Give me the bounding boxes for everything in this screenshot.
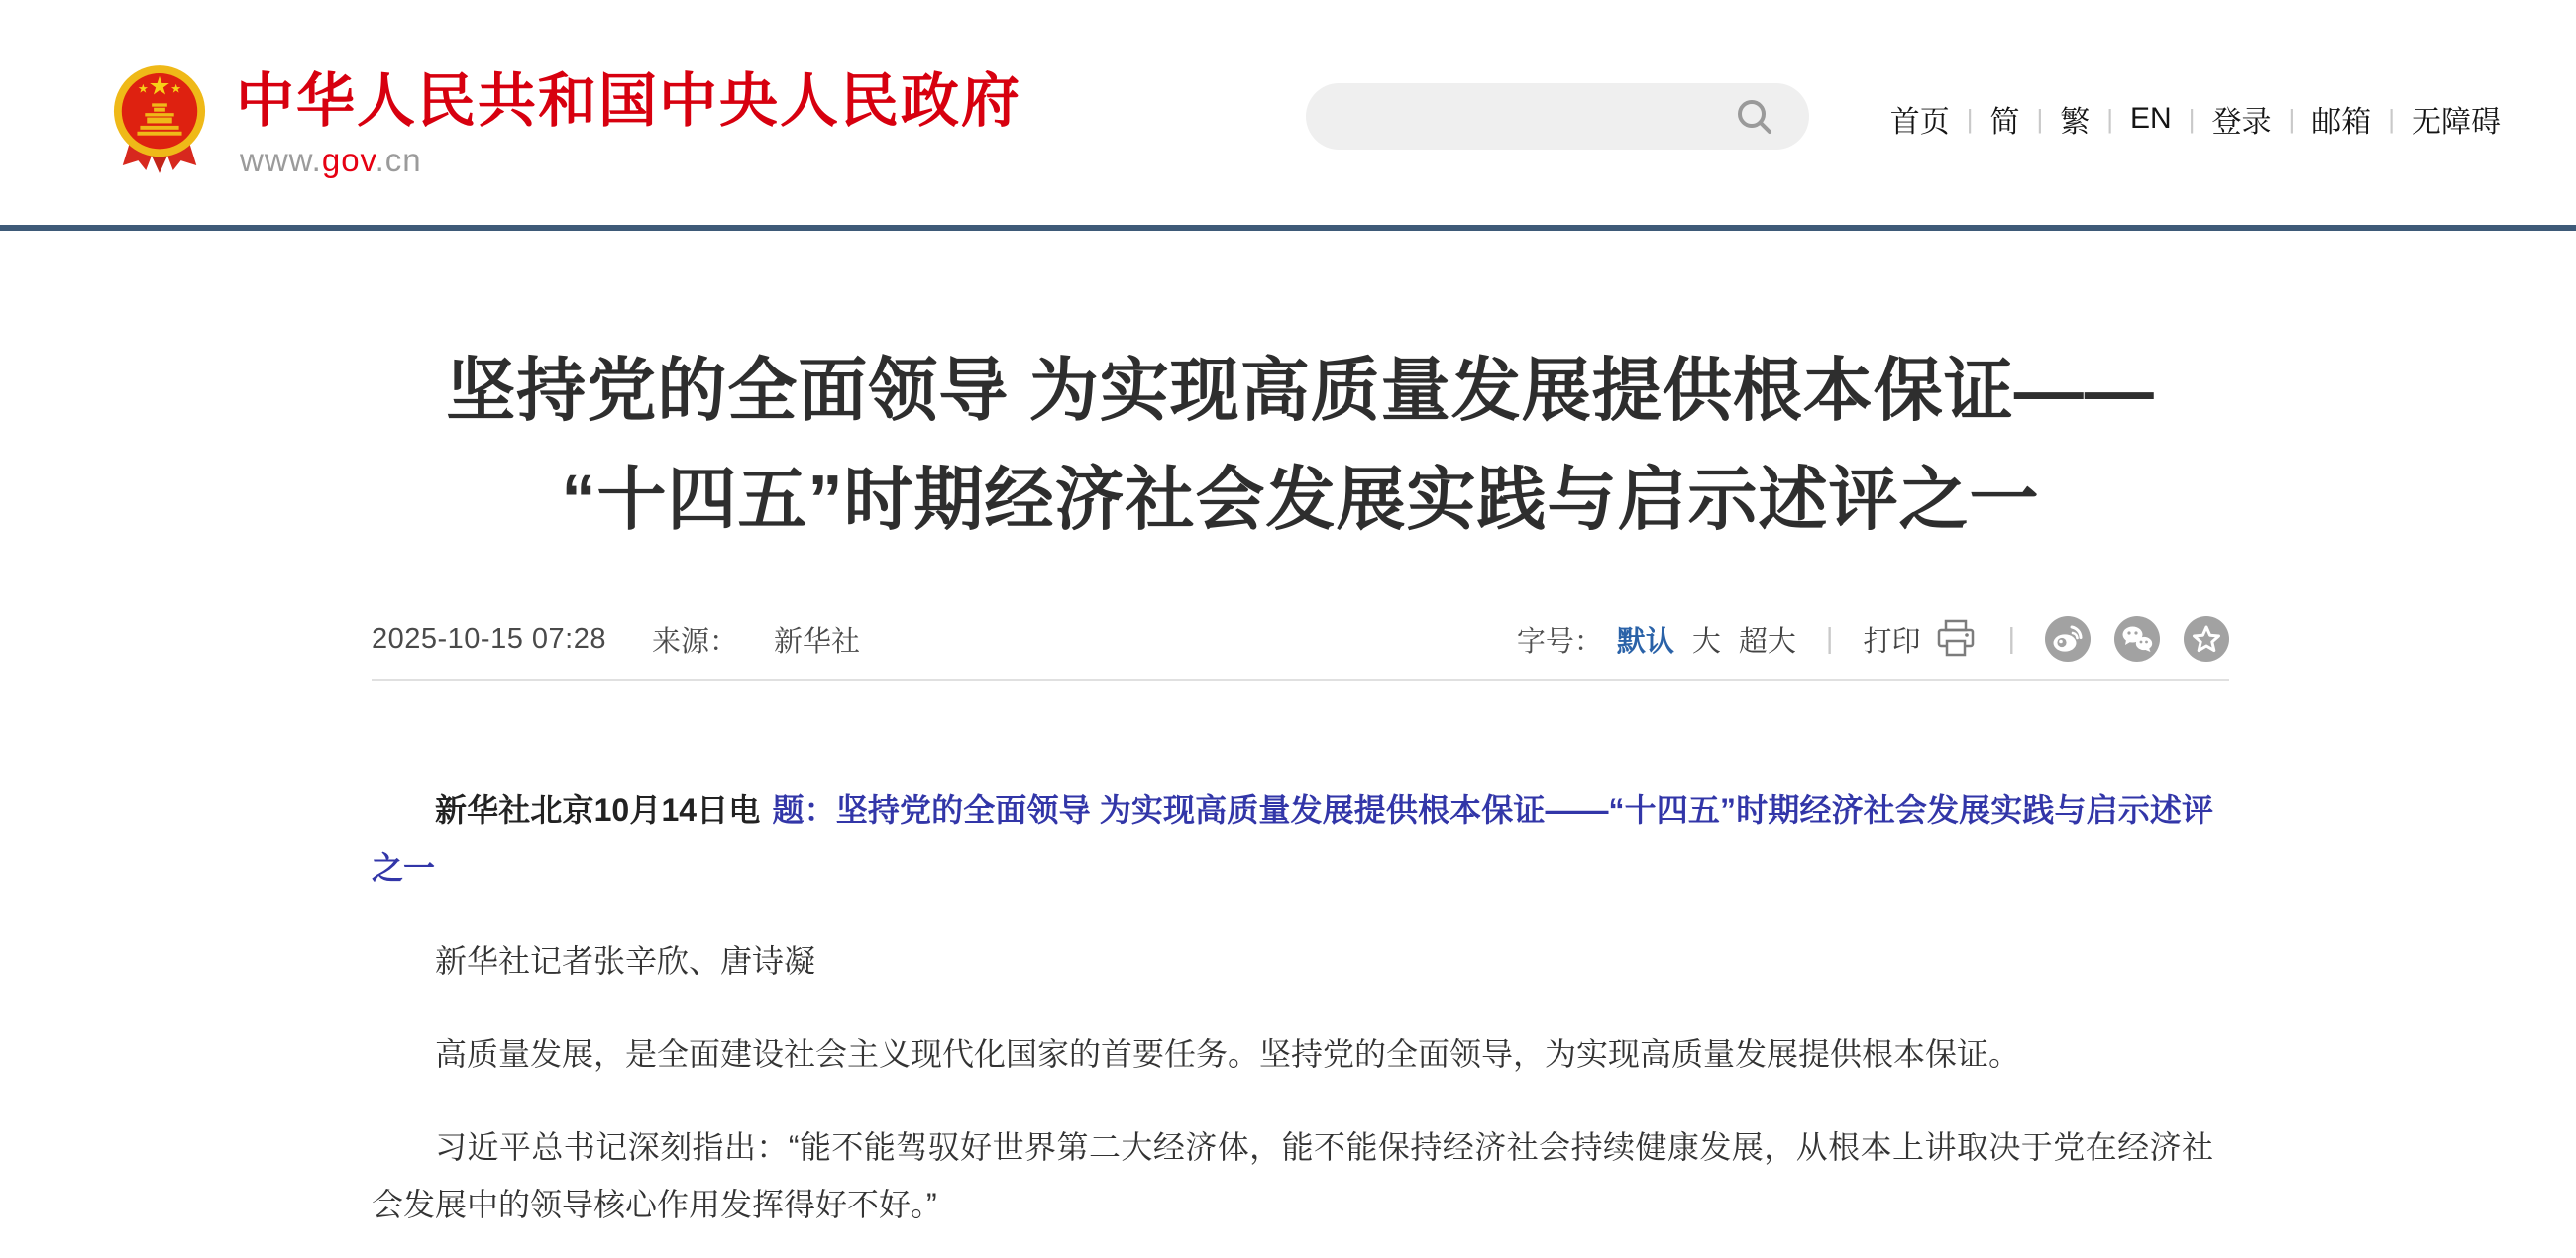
article-meta-row — [372, 609, 2229, 669]
fontsize-option-default[interactable]: 默认 — [1616, 625, 1674, 658]
article-title-line2: “十四五”时期经济社会发展实践与启示述评之一 — [561, 461, 2040, 538]
site-url-gov: gov — [321, 142, 376, 178]
dateline-text: 新华社北京10月14日电 — [435, 792, 761, 828]
print-button[interactable] — [1863, 617, 1978, 661]
nav-link-mail[interactable]: 邮箱 — [2311, 106, 2372, 139]
search-icon[interactable] — [1732, 94, 1777, 140]
share-group — [2045, 616, 2229, 662]
nav-link-simplified[interactable]: 简 — [1989, 106, 2020, 139]
top-nav — [1890, 87, 2501, 151]
source-name[interactable]: 新华社 — [774, 625, 861, 658]
printer-icon — [1934, 617, 1978, 661]
article-title — [372, 231, 2229, 554]
fontsize-label: 字号： — [1516, 625, 1603, 658]
nav-link-english[interactable]: EN — [2130, 102, 2172, 135]
weibo-share-icon[interactable] — [2045, 616, 2091, 662]
nav-separator: | — [2106, 103, 2114, 134]
nav-separator: | — [2188, 103, 2196, 134]
nav-link-login[interactable]: 登录 — [2211, 106, 2272, 139]
article-container — [372, 231, 2229, 1258]
toolbar-separator: | — [1825, 622, 1834, 655]
lead-title-link[interactable]: 题：坚持党的全面领导 为实现高质量发展提供根本保证——“十四五”时期经济社会发展实践与启示述评之一 — [372, 792, 2213, 886]
nav-separator: | — [2036, 103, 2044, 134]
nav-link-accessibility[interactable]: 无障碍 — [2412, 106, 2501, 139]
article-toolbar — [1517, 616, 2229, 662]
search-input[interactable] — [1306, 83, 1732, 150]
nav-link-home[interactable]: 首页 — [1889, 106, 1950, 139]
fontsize-option-xlarge[interactable]: 超大 — [1738, 625, 1796, 658]
article-meta-left — [372, 619, 860, 660]
nav-separator: | — [2288, 103, 2296, 134]
wechat-share-icon[interactable] — [2114, 616, 2160, 662]
article-paragraph-reporters: 新华社记者张辛欣、唐诗凝 — [435, 943, 816, 979]
site-url — [240, 141, 422, 180]
nav-link-traditional[interactable]: 繁 — [2060, 106, 2091, 139]
article-paragraph-lead — [372, 782, 2229, 896]
search-box[interactable] — [1306, 83, 1809, 150]
nav-separator: | — [1966, 103, 1974, 134]
toolbar-separator: | — [2007, 622, 2015, 655]
site-header — [0, 0, 2576, 225]
nav-separator: | — [2388, 103, 2395, 134]
source-label: 来源： — [651, 625, 738, 658]
article-body — [372, 681, 2229, 1233]
favorite-star-icon[interactable] — [2184, 616, 2229, 662]
national-emblem-icon — [111, 61, 208, 178]
publish-date: 2025-10-15 07:28 — [372, 622, 606, 655]
site-url-cn: .cn — [375, 142, 422, 178]
article-title-line1: 坚持党的全面领导 为实现高质量发展提供根本保证—— — [446, 352, 2155, 429]
article-paragraph: 习近平总书记深刻指出：“能不能驾驭好世界第二大经济体，能不能保持经济社会持续健康发展，从根本上讲取决于党在经济社会发展中的领导核心作用发挥得好不好。” — [372, 1129, 2213, 1222]
print-label: 打印 — [1863, 625, 1921, 658]
site-url-www: www. — [240, 142, 322, 178]
fontsize-option-large[interactable]: 大 — [1691, 625, 1721, 658]
article-paragraph: 高质量发展，是全面建设社会主义现代化国家的首要任务。坚持党的全面领导，为实现高质量发展提供根本保证。 — [435, 1036, 2021, 1072]
site-title: 中华人民共和国中央人民政府 — [236, 68, 1022, 134]
